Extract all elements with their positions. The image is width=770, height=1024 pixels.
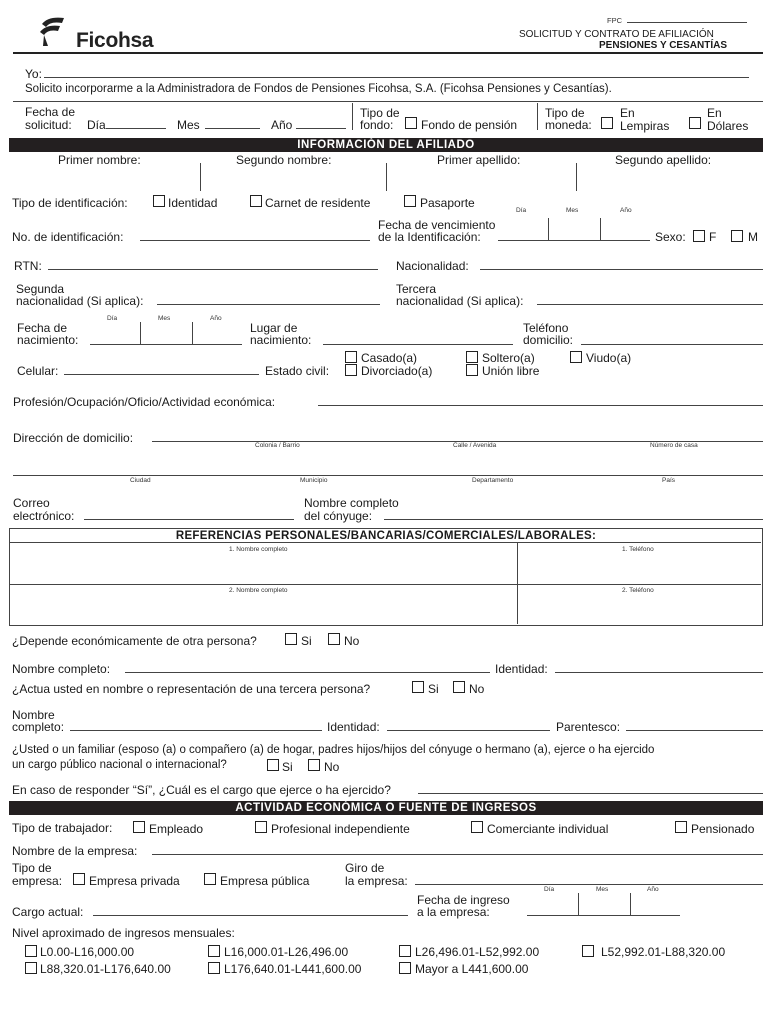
segundo-nombre-label: Segundo nombre: <box>236 153 332 167</box>
divorciado-checkbox[interactable] <box>345 364 357 376</box>
en-label: En <box>707 106 722 120</box>
fecha-nac-label: Fecha de <box>17 321 68 335</box>
pensionado-checkbox[interactable] <box>675 821 687 833</box>
correo-label: Correo <box>13 496 50 510</box>
telefono-line[interactable] <box>581 344 763 345</box>
union-libre-label: Unión libre <box>482 364 540 378</box>
anio-label: Año <box>647 886 659 893</box>
tercero-nombre-line[interactable] <box>70 730 322 731</box>
divider <box>537 103 538 130</box>
divorciado-label: Divorciado(a) <box>361 364 433 378</box>
vencimiento-line[interactable] <box>498 240 650 241</box>
dia-line[interactable] <box>106 128 166 129</box>
range-4-label: L52,992.01-L88,320.00 <box>601 945 726 959</box>
identidad-checkbox[interactable] <box>153 195 165 207</box>
si-label: Si <box>301 634 312 648</box>
references-title: REFERENCIAS PERSONALES/BANCARIAS/COMERCIALES/LABORALES: <box>175 530 597 542</box>
range-2-checkbox[interactable] <box>208 945 220 957</box>
range-4-checkbox[interactable] <box>582 945 594 957</box>
range-5-checkbox[interactable] <box>25 962 37 974</box>
empleado-checkbox[interactable] <box>133 821 145 833</box>
pensionado-label: Pensionado <box>691 822 755 836</box>
ref-nombre-1-label: 1. Nombre completo <box>229 546 288 553</box>
giro-line[interactable] <box>415 884 763 885</box>
date-divider <box>140 322 141 344</box>
yo-line[interactable] <box>44 77 749 78</box>
ficohsa-logo-icon <box>38 14 68 48</box>
date-divider <box>192 322 193 344</box>
vencimiento-label-2: de la Identificación: <box>378 230 481 244</box>
estado-civil-label: Estado civil: <box>265 364 330 378</box>
tipo-moneda-label: Tipo de <box>545 106 585 120</box>
calle-label: Calle / Avenida <box>453 442 497 449</box>
profesion-line[interactable] <box>318 405 763 406</box>
tercero-identidad-label: Identidad: <box>327 720 380 734</box>
tercero-nombre-label-2: completo: <box>12 720 65 734</box>
cargo-cual-question: En caso de responder “Sí”, ¿Cuál es el cargo que ejerce o ha ejercido? <box>12 783 391 797</box>
no-id-label: No. de identificación: <box>12 230 124 244</box>
no-label: No <box>324 760 340 774</box>
brand-name: Ficohsa <box>76 29 154 52</box>
fondo-pension-label: Fondo de pensión <box>421 118 518 132</box>
anio-label: Año <box>210 315 222 322</box>
section-afiliado-header: INFORMACIÓN DEL AFILIADO <box>9 138 763 152</box>
section-actividad-header: ACTIVIDAD ECONÓMICA O FUENTE DE INGRESOS <box>9 801 763 815</box>
header-rule <box>13 52 763 54</box>
carnet-checkbox[interactable] <box>250 195 262 207</box>
numero-casa-label: Número de casa <box>650 442 698 449</box>
lempiras-checkbox[interactable] <box>601 117 613 129</box>
tipo-id-label: Tipo de identificación: <box>12 196 128 210</box>
conyuge-label: Nombre completo <box>304 496 399 510</box>
fpc-line <box>627 22 747 23</box>
fondo-pension-checkbox[interactable] <box>405 117 417 129</box>
request-text: Solicito incorporarme a la Administradora de Fondos de Pensiones Ficohsa, S.A. (Ficohsa Pensiones y Cesantías). <box>25 83 612 95</box>
cargo-publico-question: ¿Usted o un familiar (esposo (a) o compañero (a) de hogar, padres hijos/hijos del cónyuge o hermano (a), ejerce o ha ejercido <box>12 744 655 756</box>
tipo-moneda-label-2: moneda: <box>545 118 592 132</box>
celular-label: Celular: <box>17 364 59 378</box>
correo-line[interactable] <box>84 519 294 520</box>
tercero-nombre-label: Nombre <box>12 708 55 722</box>
range-5-label: L88,320.01-L176,640.00 <box>40 962 171 976</box>
fecha-ingreso-line[interactable] <box>527 915 680 916</box>
tercera-nac-label-2: nacionalidad (Si aplica): <box>396 294 524 308</box>
dep-nombre-line[interactable] <box>125 672 490 673</box>
giro-label-2: la empresa: <box>345 874 408 888</box>
anio-line[interactable] <box>296 128 346 129</box>
tipo-trabajador-label: Tipo de trabajador: <box>12 821 113 835</box>
empresa-privada-label: Empresa privada <box>89 874 180 888</box>
parentesco-label: Parentesco: <box>556 720 621 734</box>
tercera-nac-label: Tercera <box>396 282 437 296</box>
name-divider <box>576 163 577 191</box>
dolares-label: Dólares <box>707 119 749 133</box>
request-row-top <box>13 101 763 102</box>
sexo-m-label: M <box>748 230 758 244</box>
date-divider <box>548 218 549 240</box>
profesion-label: Profesión/Ocupación/Oficio/Actividad económica: <box>13 395 276 409</box>
sexo-m-checkbox[interactable] <box>731 230 743 242</box>
fecha-ingreso-label: Fecha de ingreso <box>417 893 510 907</box>
nivel-ingresos-label: Nivel aproximado de ingresos mensuales: <box>12 926 235 940</box>
union-libre-checkbox[interactable] <box>466 364 478 376</box>
rtn-line[interactable] <box>48 269 378 270</box>
name-divider <box>200 163 201 191</box>
dia-label: Día <box>516 207 527 214</box>
tercera-nac-line[interactable] <box>537 304 763 305</box>
fecha-solicitud-label-2: solicitud: <box>25 118 72 132</box>
no-id-line[interactable] <box>140 240 370 241</box>
tipo-empresa-label: Tipo de <box>12 861 52 875</box>
viudo-checkbox[interactable] <box>570 351 582 363</box>
cargo-actual-line[interactable] <box>93 915 408 916</box>
range-6-checkbox[interactable] <box>208 962 220 974</box>
range-3-label: L26,496.01-L52,992.00 <box>415 945 540 959</box>
ciudad-label: Ciudad <box>130 477 151 484</box>
cargo-actual-label: Cargo actual: <box>12 905 84 919</box>
cargo-no-checkbox[interactable] <box>308 759 320 771</box>
anio-label: Año <box>271 118 293 132</box>
divider <box>352 103 353 130</box>
depende-si-checkbox[interactable] <box>285 633 297 645</box>
cargo-cual-line[interactable] <box>418 793 763 794</box>
empresa-publica-checkbox[interactable] <box>204 873 216 885</box>
vencimiento-label: Fecha de vencimiento <box>378 218 496 232</box>
mes-label: Mes <box>158 315 171 322</box>
lugar-nac-label: Lugar de <box>250 321 298 335</box>
segundo-apellido-label: Segundo apellido: <box>615 153 712 167</box>
segunda-nac-line[interactable] <box>157 304 380 305</box>
mes-line[interactable] <box>205 128 260 129</box>
en-label: En <box>620 106 635 120</box>
anio-label: Año <box>620 207 632 214</box>
conyuge-label-2: del cónyuge: <box>304 509 373 523</box>
segunda-nac-label-2: nacionalidad (Si aplica): <box>16 294 144 308</box>
representacion-si-checkbox[interactable] <box>412 681 424 693</box>
profesional-checkbox[interactable] <box>255 821 267 833</box>
primer-nombre-label: Primer nombre: <box>58 153 141 167</box>
pasaporte-checkbox[interactable] <box>404 195 416 207</box>
segunda-nac-label: Segunda <box>16 282 65 296</box>
pais-label: País <box>662 477 676 484</box>
casado-checkbox[interactable] <box>345 351 357 363</box>
tipo-fondo-label-2: fondo: <box>360 118 394 132</box>
no-label: No <box>469 682 485 696</box>
representacion-no-checkbox[interactable] <box>453 681 465 693</box>
departamento-label: Departamento <box>472 477 514 484</box>
ref-telefono-2-label: 2. Teléfono <box>622 587 654 594</box>
date-divider <box>600 218 601 240</box>
depende-no-checkbox[interactable] <box>328 633 340 645</box>
date-divider <box>630 893 631 915</box>
municipio-label: Municipio <box>300 477 328 484</box>
tercero-identidad-line[interactable] <box>387 730 550 731</box>
parentesco-line[interactable] <box>626 730 763 731</box>
conyuge-line[interactable] <box>384 519 763 520</box>
representacion-question: ¿Actua usted en nombre o representación de una tercera persona? <box>12 682 371 696</box>
range-2-label: L16,000.01-L26,496.00 <box>224 945 349 959</box>
cargo-publico-question-2: un cargo público nacional o internacional? <box>12 759 227 771</box>
no-label: No <box>344 634 360 648</box>
dolares-checkbox[interactable] <box>689 117 701 129</box>
empresa-privada-checkbox[interactable] <box>73 873 85 885</box>
colonia-label: Colonia / Barrio <box>255 442 300 449</box>
form-title: SOLICITUD Y CONTRATO DE AFILIACIÓN <box>519 29 714 40</box>
form-subtitle: PENSIONES Y CESANTÍAS <box>599 40 727 51</box>
viudo-label: Viudo(a) <box>586 351 632 365</box>
empleado-label: Empleado <box>149 822 204 836</box>
fecha-nac-line[interactable] <box>90 344 242 345</box>
dep-identidad-label: Identidad: <box>495 662 548 676</box>
sexo-label: Sexo: <box>655 230 686 244</box>
dia-label: Día <box>87 118 106 132</box>
lempiras-label: Lempiras <box>620 119 670 133</box>
nacionalidad-label: Nacionalidad: <box>396 259 469 273</box>
telefono-label: Teléfono <box>523 321 569 335</box>
comerciante-checkbox[interactable] <box>471 821 483 833</box>
dep-nombre-label: Nombre completo: <box>12 662 111 676</box>
nacionalidad-line[interactable] <box>480 269 763 270</box>
comerciante-label: Comerciante individual <box>487 822 609 836</box>
depende-question: ¿Depende económicamente de otra persona? <box>12 634 257 648</box>
tipo-fondo-label: Tipo de <box>360 106 400 120</box>
mes-label: Mes <box>177 118 200 132</box>
fecha-nac-label-2: nacimiento: <box>17 333 79 347</box>
fecha-solicitud-label: Fecha de <box>25 105 76 119</box>
primer-apellido-label: Primer apellido: <box>437 153 521 167</box>
range-1-label: L0.00-L16,000.00 <box>40 945 135 959</box>
soltero-label: Soltero(a) <box>482 351 535 365</box>
si-label: Si <box>282 760 293 774</box>
si-label: Si <box>428 682 439 696</box>
ref-telefono-1-label: 1. Teléfono <box>622 546 654 553</box>
ref-nombre-2-label: 2. Nombre completo <box>229 587 288 594</box>
tipo-empresa-label-2: empresa: <box>12 874 63 888</box>
range-7-label: Mayor a L441,600.00 <box>415 962 529 976</box>
fpc-label: FPC <box>607 16 622 25</box>
name-divider <box>386 163 387 191</box>
references-title-rule <box>9 542 761 543</box>
dia-label: Día <box>544 886 555 893</box>
mes-label: Mes <box>596 886 609 893</box>
sexo-f-label: F <box>709 230 717 244</box>
range-7-checkbox[interactable] <box>399 962 411 974</box>
direccion-line-2[interactable] <box>13 475 763 476</box>
dia-label: Día <box>107 315 118 322</box>
lugar-nac-line[interactable] <box>323 344 513 345</box>
cargo-si-checkbox[interactable] <box>267 759 279 771</box>
nombre-empresa-label: Nombre de la empresa: <box>12 844 138 858</box>
profesional-label: Profesional independiente <box>271 822 410 836</box>
giro-label: Giro de <box>345 861 385 875</box>
telefono-label-2: domicilio: <box>523 333 574 347</box>
carnet-label: Carnet de residente <box>265 196 371 210</box>
correo-label-2: electrónico: <box>13 509 75 523</box>
lugar-nac-label-2: nacimiento: <box>250 333 312 347</box>
sexo-f-checkbox[interactable] <box>693 230 705 242</box>
yo-label: Yo: <box>25 67 42 81</box>
nombre-empresa-line[interactable] <box>152 854 763 855</box>
casado-label: Casado(a) <box>361 351 418 365</box>
empresa-publica-label: Empresa pública <box>220 874 310 888</box>
direccion-label: Dirección de domicilio: <box>13 431 134 445</box>
references-row-rule <box>9 584 761 585</box>
soltero-checkbox[interactable] <box>466 351 478 363</box>
range-3-checkbox[interactable] <box>399 945 411 957</box>
fecha-ingreso-label-2: a la empresa: <box>417 905 490 919</box>
date-divider <box>578 893 579 915</box>
dep-identidad-line[interactable] <box>555 672 763 673</box>
pasaporte-label: Pasaporte <box>420 196 475 210</box>
mes-label: Mes <box>566 207 579 214</box>
celular-line[interactable] <box>64 374 259 375</box>
range-6-label: L176,640.01-L441,600.00 <box>224 962 362 976</box>
range-1-checkbox[interactable] <box>25 945 37 957</box>
identidad-label: Identidad <box>168 196 218 210</box>
rtn-label: RTN: <box>14 259 42 273</box>
